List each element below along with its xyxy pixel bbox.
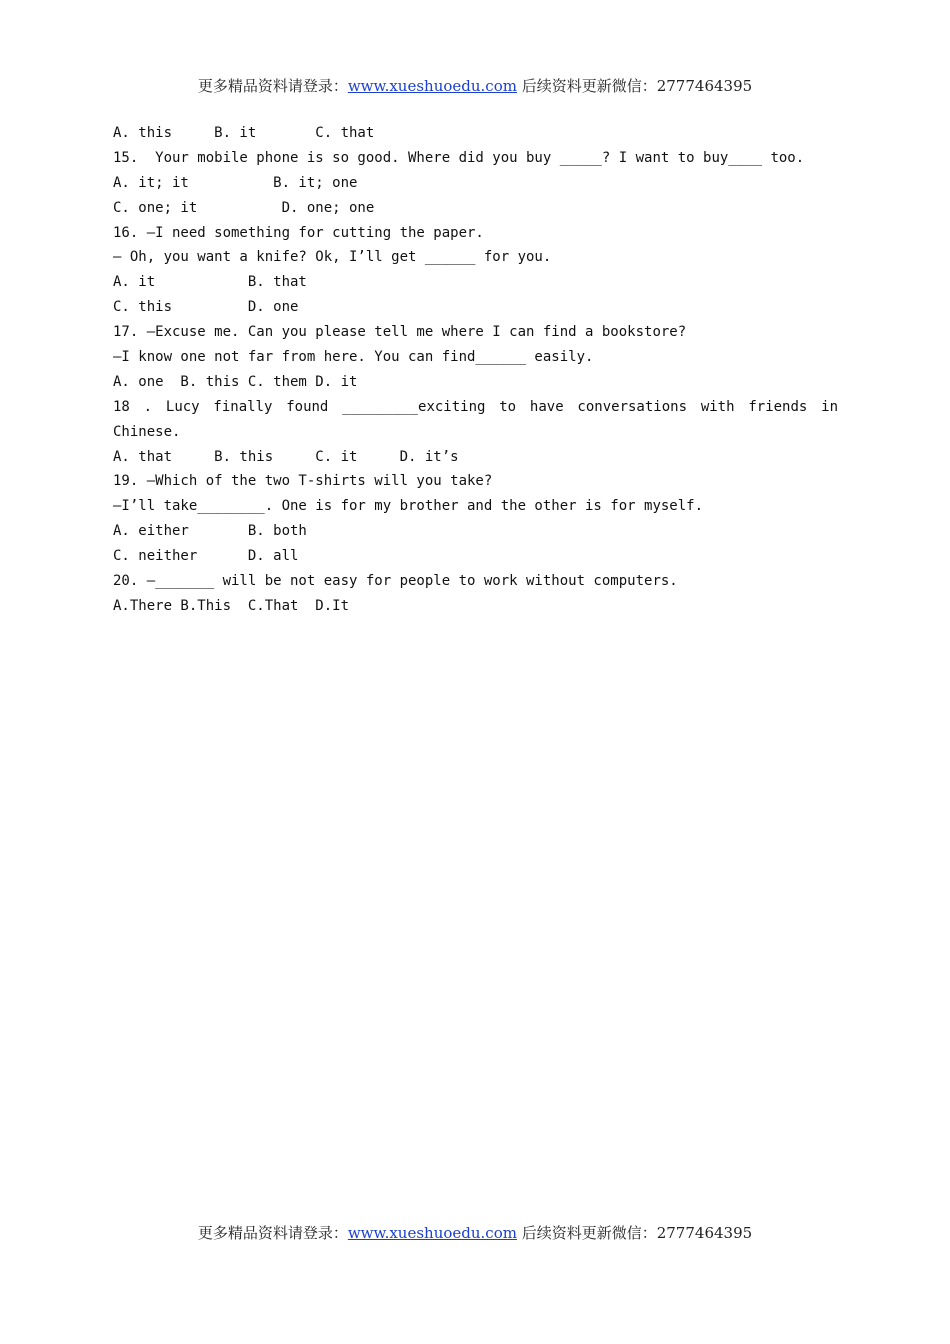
q16-stem: 16. —I need something for cutting the paper.: [113, 224, 484, 241]
q18-stem: 18 . Lucy finally found _________exciting to have conversations with friends in: [113, 398, 838, 415]
q15-options-ab: A. it; it B. it; one: [113, 174, 358, 191]
banner-prefix: 更多精品资料请登录：: [197, 77, 348, 95]
q19-options-ab: A. either B. both: [113, 523, 307, 540]
q16-options-cd: C. this D. one: [113, 299, 299, 316]
q17-stem: 17. —Excuse me. Can you please tell me where I can find a bookstore?: [113, 324, 687, 341]
q17-options: A. one B. this C. them D. it: [113, 373, 358, 390]
banner-prefix: 更多精品资料请登录：: [197, 1224, 348, 1242]
q16-reply: — Oh, you want a knife? Ok, I’ll get ______ for you.: [113, 249, 552, 266]
site-link[interactable]: www.xueshuoedu.com: [347, 1224, 517, 1242]
q15-options-cd: C. one; it D. one; one: [113, 199, 375, 216]
q20-stem: 20. —_______ will be not easy for people to work without computers.: [113, 573, 678, 590]
q18-stem-continued: Chinese.: [113, 423, 181, 440]
banner-suffix: 后续资料更新微信：2777464395: [516, 1224, 753, 1242]
header-banner: [0, 75, 950, 96]
q14-options: A. this B. it C. that: [113, 125, 375, 141]
q17-reply: —I know one not far from here. You can find______ easily.: [113, 349, 594, 366]
banner-suffix: 后续资料更新微信：2777464395: [516, 77, 753, 95]
site-link[interactable]: www.xueshuoedu.com: [347, 77, 517, 95]
q19-reply: —I’ll take________. One is for my brother and the other is for myself.: [113, 498, 704, 515]
q19-stem: 19. —Which of the two T-shirts will you take?: [113, 473, 493, 490]
question-list: [113, 121, 838, 619]
q16-options-ab: A. it B. that: [113, 274, 307, 291]
q20-options: A.There B.This C.That D.It: [113, 597, 350, 614]
q19-options-cd: C. neither D. all: [113, 548, 299, 565]
q18-options: A. that B. this C. it D. it’s: [113, 448, 459, 465]
q15-stem: 15. Your mobile phone is so good. Where did you buy _____? I want to buy____ too.: [113, 149, 805, 166]
footer-banner: [0, 1222, 950, 1243]
